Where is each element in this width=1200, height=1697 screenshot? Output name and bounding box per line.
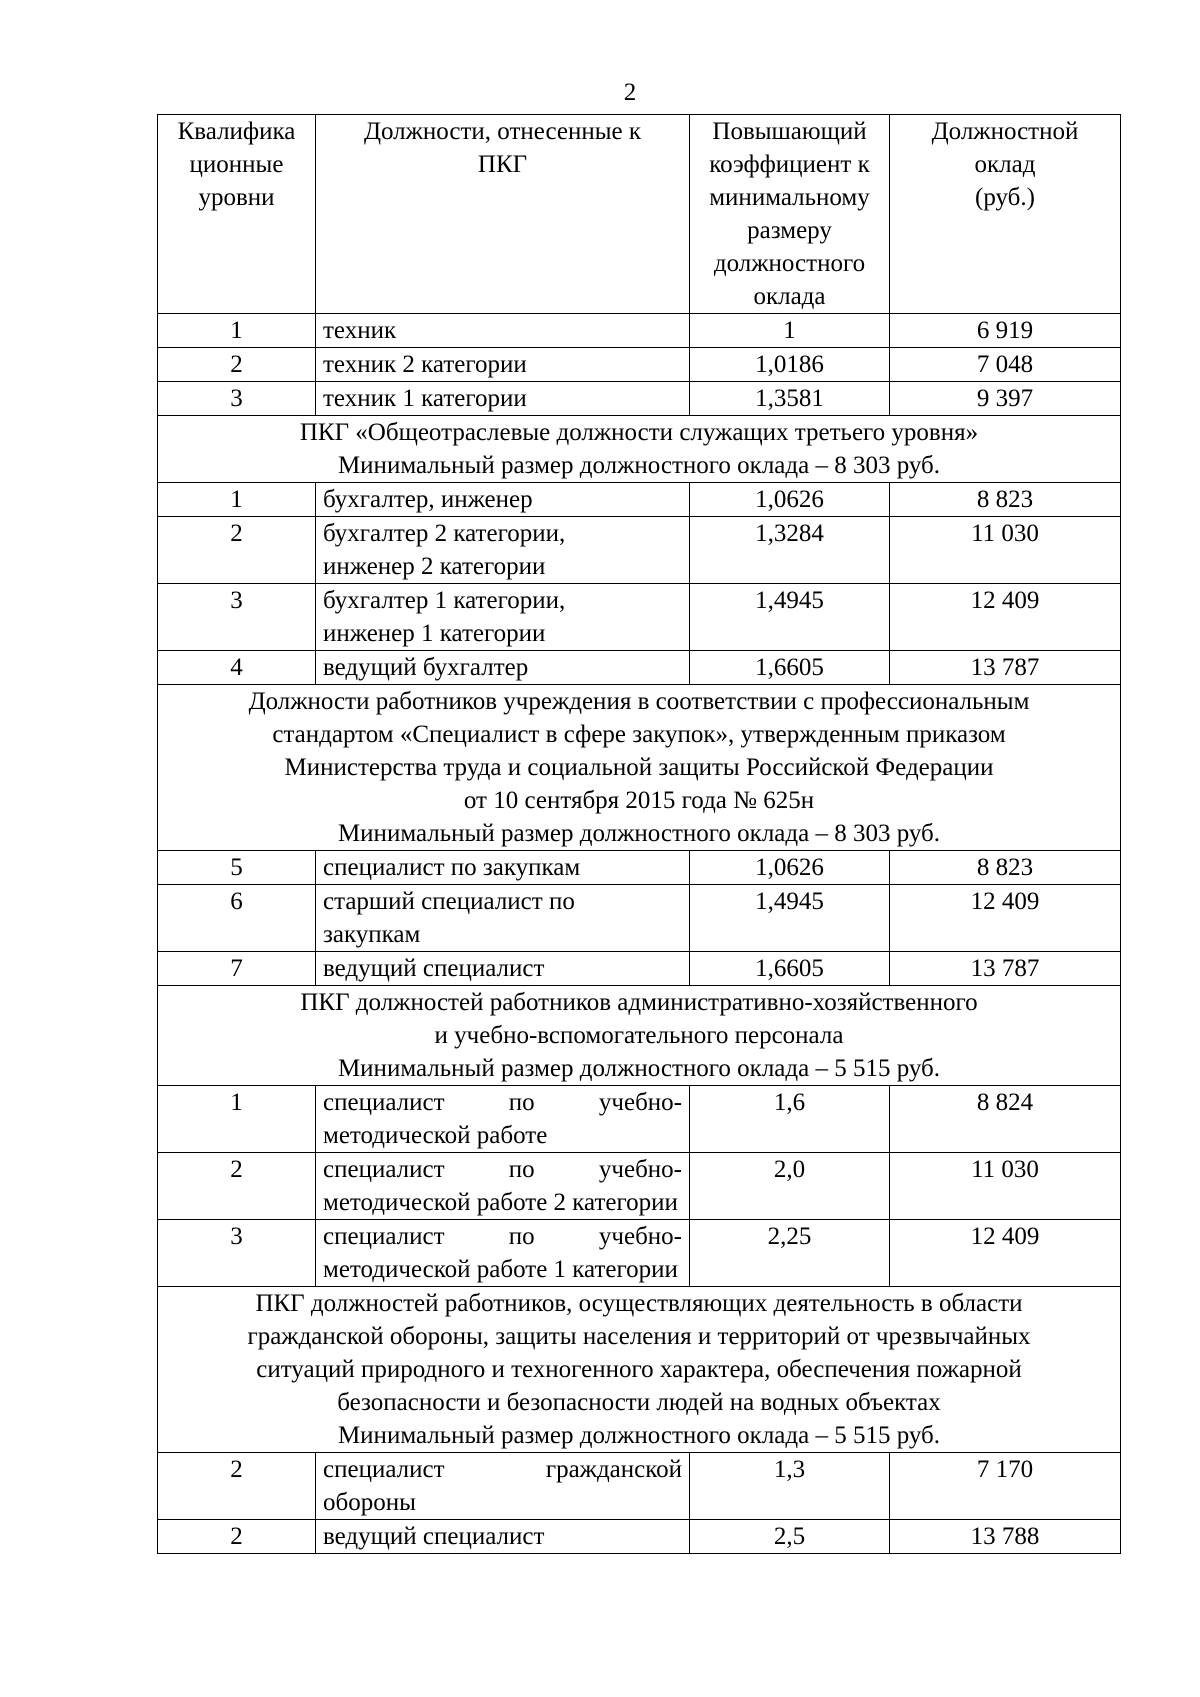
position-name [316, 1220, 690, 1287]
header-line: ПКГ [477, 151, 528, 178]
position-name-line: ведущий специалист [323, 1523, 545, 1550]
position-name-line: инженер 1 категории [323, 620, 546, 647]
salary-table [157, 114, 1121, 1554]
group-title [158, 416, 1121, 483]
position-name-line: специалист по учебно-методической работе 1 категории [323, 1223, 682, 1283]
table-row [158, 1220, 1121, 1287]
position-name-line: техник 1 категории [323, 385, 527, 412]
header-line: оклада [753, 283, 826, 310]
salary: 6 919 [890, 314, 1121, 348]
qualification-level: 1 [158, 314, 316, 348]
position-name-line: специалист по учебно-методической работе 2 категории [323, 1156, 682, 1216]
position-name-line: инженер 2 категории [323, 553, 546, 580]
qualification-level: 2 [158, 1453, 316, 1520]
group-title-line: безопасности и безопасности людей на водных объектах [337, 1389, 941, 1416]
position-name-line: специалист по закупкам [323, 854, 581, 881]
table-row [158, 1453, 1121, 1520]
position-name [316, 314, 690, 348]
group-header-row [158, 986, 1121, 1086]
group-title-line: ПКГ должностей работников, осуществляющих деятельность в области [255, 1290, 1023, 1317]
position-name [316, 584, 690, 651]
page-number: 2 [623, 79, 637, 106]
coefficient: 2,0 [690, 1153, 890, 1220]
group-title-line: ПКГ должностей работников административно-хозяйственного [300, 989, 978, 1016]
group-title-line: стандартом «Специалист в сфере закупок», утвержденным приказом [272, 721, 1006, 748]
coefficient: 1,6605 [690, 952, 890, 986]
table-row [158, 382, 1121, 416]
position-name [316, 952, 690, 986]
table-row [158, 1153, 1121, 1220]
qualification-level: 1 [158, 1086, 316, 1153]
group-title-line: Министерства труда и социальной защиты Российской Федерации [284, 754, 994, 781]
coefficient: 1,6605 [690, 651, 890, 685]
header-position [316, 115, 690, 314]
salary: 7 170 [890, 1453, 1121, 1520]
header-line: Должности, отнесенные к [363, 118, 642, 145]
header-line: коэффициент к [709, 151, 870, 178]
coefficient: 1,4945 [690, 885, 890, 952]
table-row [158, 651, 1121, 685]
qualification-level: 3 [158, 1220, 316, 1287]
table-row [158, 348, 1121, 382]
group-title-line: Минимальный размер должностного оклада – 5 515 руб. [337, 1055, 941, 1082]
salary: 12 409 [890, 1220, 1121, 1287]
group-header-row [158, 685, 1121, 851]
coefficient: 1,0626 [690, 851, 890, 885]
salary: 8 823 [890, 851, 1121, 885]
position-name [316, 517, 690, 584]
coefficient: 2,25 [690, 1220, 890, 1287]
position-name-line: ведущий бухгалтер [323, 654, 529, 681]
position-name [316, 382, 690, 416]
header-row [158, 115, 1121, 314]
header-level [158, 115, 316, 314]
position-name [316, 1520, 690, 1554]
coefficient: 1,6 [690, 1086, 890, 1153]
position-name [316, 483, 690, 517]
header-line: Квалифика [177, 118, 296, 145]
position-name-line: бухгалтер, инженер [323, 486, 533, 513]
header-line: минимальному [709, 184, 870, 211]
position-name-line: бухгалтер 2 категории, [323, 520, 566, 547]
qualification-level: 5 [158, 851, 316, 885]
coefficient: 2,5 [690, 1520, 890, 1554]
header-line: Повышающий [712, 118, 867, 145]
group-header-row [158, 1287, 1121, 1453]
qualification-level: 3 [158, 584, 316, 651]
salary: 13 787 [890, 952, 1121, 986]
group-title-line: ситуаций природного и техногенного характера, обеспечения пожарной [256, 1356, 1022, 1383]
qualification-level: 7 [158, 952, 316, 986]
position-name [316, 651, 690, 685]
table-row [158, 952, 1121, 986]
header-line: уровни [198, 184, 275, 211]
header-coefficient [690, 115, 890, 314]
qualification-level: 2 [158, 1153, 316, 1220]
qualification-level: 1 [158, 483, 316, 517]
position-name-line: ведущий специалист [323, 955, 545, 982]
position-name [316, 851, 690, 885]
salary: 9 397 [890, 382, 1121, 416]
position-name-line: техник [323, 317, 397, 344]
position-name-line: старший специалист по [323, 888, 575, 915]
header-line: размеру [747, 217, 832, 244]
coefficient: 1,3581 [690, 382, 890, 416]
table-row [158, 1520, 1121, 1554]
salary: 12 409 [890, 885, 1121, 952]
header-line: должностного [713, 250, 866, 277]
coefficient: 1 [690, 314, 890, 348]
position-name-line: техник 2 категории [323, 351, 527, 378]
group-title [158, 1287, 1121, 1453]
salary: 7 048 [890, 348, 1121, 382]
table-row [158, 517, 1121, 584]
salary: 12 409 [890, 584, 1121, 651]
salary: 13 788 [890, 1520, 1121, 1554]
qualification-level: 2 [158, 517, 316, 584]
position-name-line: специалист по учебно-методической работе [323, 1089, 682, 1149]
position-name-line: бухгалтер 1 категории, [323, 587, 566, 614]
table-row [158, 483, 1121, 517]
qualification-level: 2 [158, 348, 316, 382]
position-name [316, 1086, 690, 1153]
qualification-level: 2 [158, 1520, 316, 1554]
header-line: ционные [189, 151, 284, 178]
position-name [316, 1153, 690, 1220]
position-name [316, 1453, 690, 1520]
position-name-line: специалист гражданской обороны [323, 1456, 682, 1516]
position-name [316, 885, 690, 952]
coefficient: 1,3 [690, 1453, 890, 1520]
coefficient: 1,0186 [690, 348, 890, 382]
position-name [316, 348, 690, 382]
table-row [158, 314, 1121, 348]
group-title [158, 986, 1121, 1086]
group-title-line: ПКГ «Общеотраслевые должности служащих третьего уровня» [299, 419, 979, 446]
table-row [158, 885, 1121, 952]
salary: 8 823 [890, 483, 1121, 517]
qualification-level: 4 [158, 651, 316, 685]
group-title-line: Минимальный размер должностного оклада – 8 303 руб. [337, 452, 941, 479]
table-row [158, 584, 1121, 651]
group-title-line: Должности работников учреждения в соответствии с профессиональным [248, 688, 1030, 715]
group-title-line: от 10 сентября 2015 года № 625н [463, 787, 815, 814]
group-title-line: Минимальный размер должностного оклада – 8 303 руб. [337, 820, 941, 847]
header-line: (руб.) [975, 184, 1035, 211]
qualification-level: 3 [158, 382, 316, 416]
group-title-line: Минимальный размер должностного оклада – 5 515 руб. [337, 1422, 941, 1449]
group-title-line: гражданской обороны, защиты населения и территорий от чрезвычайных [247, 1323, 1031, 1350]
salary: 11 030 [890, 517, 1121, 584]
position-name-line: закупкам [323, 921, 421, 948]
table-row [158, 1086, 1121, 1153]
table-body [158, 314, 1121, 1554]
group-title-line: и учебно-вспомогательного персонала [434, 1022, 844, 1049]
header-salary [890, 115, 1121, 314]
group-header-row [158, 416, 1121, 483]
qualification-level: 6 [158, 885, 316, 952]
salary: 8 824 [890, 1086, 1121, 1153]
salary: 11 030 [890, 1153, 1121, 1220]
coefficient: 1,3284 [690, 517, 890, 584]
coefficient: 1,4945 [690, 584, 890, 651]
table-row [158, 851, 1121, 885]
header-line: оклад [974, 151, 1036, 178]
header-line: Должностной [931, 118, 1079, 145]
salary: 13 787 [890, 651, 1121, 685]
group-title [158, 685, 1121, 851]
coefficient: 1,0626 [690, 483, 890, 517]
